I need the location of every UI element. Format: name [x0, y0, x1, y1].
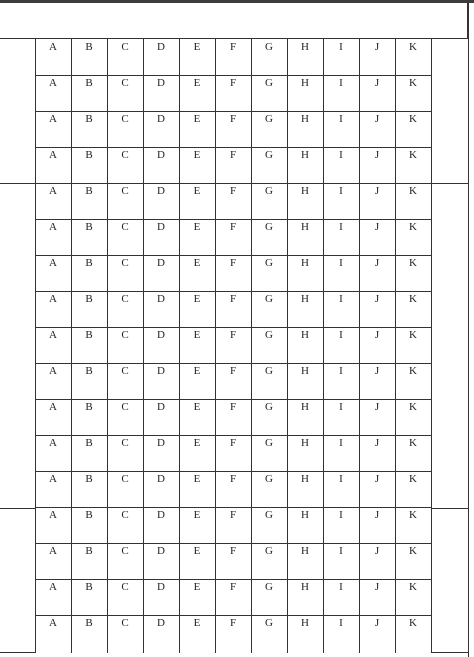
grid-cell-h: H	[301, 77, 309, 89]
grid-cell-d: D	[157, 41, 165, 53]
grid-cell-k: K	[409, 293, 417, 305]
grid-cell-h: H	[301, 545, 309, 557]
grid-cell-j: J	[374, 257, 380, 269]
grid-cell-c: C	[121, 293, 129, 305]
grid-cell-h: H	[301, 365, 309, 377]
grid-cell-f: F	[229, 77, 237, 89]
right-margin-rule	[468, 3, 469, 657]
grid-cell-c: C	[121, 113, 129, 125]
grid-cell-g: G	[265, 149, 273, 161]
grid-cell-a: A	[49, 257, 57, 269]
grid-cell-j: J	[374, 149, 380, 161]
grid-cell-d: D	[157, 365, 165, 377]
grid-cell-h: H	[301, 581, 309, 593]
grid-cell-f: F	[229, 545, 237, 557]
grid-cell-a: A	[49, 401, 57, 413]
bottom-rule-left	[0, 652, 36, 653]
grid-cell-b: B	[85, 581, 93, 593]
grid-cell-j: J	[374, 437, 380, 449]
grid-cell-i: I	[339, 473, 343, 485]
grid-cell-d: D	[157, 545, 165, 557]
grid-cell-b: B	[85, 509, 93, 521]
grid-cell-c: C	[121, 509, 129, 521]
grid-cell-i: I	[339, 113, 343, 125]
grid-cell-f: F	[229, 149, 237, 161]
grid-cell-i: I	[339, 221, 343, 233]
grid-cell-d: D	[157, 509, 165, 521]
grid-cell-k: K	[409, 221, 417, 233]
grid-cell-j: J	[374, 617, 380, 629]
grid-cell-e: E	[193, 365, 201, 377]
grid-cell-d: D	[157, 257, 165, 269]
left-group-divider	[0, 508, 36, 509]
grid-cell-a: A	[49, 617, 57, 629]
grid-cell-k: K	[409, 77, 417, 89]
grid-cell-e: E	[193, 509, 201, 521]
grid-cell-g: G	[265, 401, 273, 413]
grid-cell-j: J	[374, 293, 380, 305]
grid-cell-k: K	[409, 257, 417, 269]
grid-cell-i: I	[339, 401, 343, 413]
grid-cell-c: C	[121, 545, 129, 557]
grid-cell-e: E	[193, 617, 201, 629]
grid-cell-d: D	[157, 473, 165, 485]
grid-cell-a: A	[49, 221, 57, 233]
left-group-divider	[0, 183, 36, 184]
grid-cell-k: K	[409, 113, 417, 125]
grid-cell-e: E	[193, 581, 201, 593]
grid-cell-f: F	[229, 617, 237, 629]
grid-column-line	[431, 39, 432, 653]
grid-cell-i: I	[339, 365, 343, 377]
grid-cell-d: D	[157, 185, 165, 197]
grid-cell-f: F	[229, 365, 237, 377]
grid-cell-j: J	[374, 329, 380, 341]
grid-cell-d: D	[157, 113, 165, 125]
grid-cell-h: H	[301, 41, 309, 53]
grid-cell-i: I	[339, 293, 343, 305]
grid-cell-b: B	[85, 617, 93, 629]
grid-cell-g: G	[265, 365, 273, 377]
grid-cell-e: E	[193, 473, 201, 485]
grid-cell-c: C	[121, 257, 129, 269]
grid-cell-f: F	[229, 473, 237, 485]
grid-cell-j: J	[374, 365, 380, 377]
grid-cell-h: H	[301, 185, 309, 197]
grid-cell-k: K	[409, 41, 417, 53]
grid-cell-h: H	[301, 437, 309, 449]
grid-cell-f: F	[229, 329, 237, 341]
grid-cell-b: B	[85, 329, 93, 341]
grid-cell-a: A	[49, 545, 57, 557]
grid-cell-f: F	[229, 113, 237, 125]
grid-cell-c: C	[121, 329, 129, 341]
grid-cell-e: E	[193, 149, 201, 161]
grid-cell-g: G	[265, 617, 273, 629]
grid-cell-c: C	[121, 221, 129, 233]
grid-cell-e: E	[193, 257, 201, 269]
grid-cell-g: G	[265, 257, 273, 269]
grid-cell-g: G	[265, 581, 273, 593]
grid-cell-c: C	[121, 365, 129, 377]
grid-cell-e: E	[193, 185, 201, 197]
grid-cell-h: H	[301, 113, 309, 125]
grid-cell-i: I	[339, 581, 343, 593]
grid-cell-e: E	[193, 545, 201, 557]
grid-cell-h: H	[301, 149, 309, 161]
grid-cell-h: H	[301, 221, 309, 233]
grid-cell-h: H	[301, 329, 309, 341]
grid-cell-d: D	[157, 437, 165, 449]
grid-cell-a: A	[49, 365, 57, 377]
grid-cell-b: B	[85, 221, 93, 233]
grid-cell-f: F	[229, 185, 237, 197]
grid-cell-c: C	[121, 473, 129, 485]
grid-cell-i: I	[339, 545, 343, 557]
grid-cell-j: J	[374, 581, 380, 593]
grid-cell-j: J	[374, 77, 380, 89]
grid-cell-a: A	[49, 437, 57, 449]
grid-cell-k: K	[409, 509, 417, 521]
grid-cell-b: B	[85, 293, 93, 305]
grid-cell-g: G	[265, 41, 273, 53]
grid-cell-e: E	[193, 221, 201, 233]
grid-cell-k: K	[409, 329, 417, 341]
grid-cell-a: A	[49, 329, 57, 341]
grid-cell-e: E	[193, 293, 201, 305]
right-group-divider	[431, 508, 469, 509]
grid-cell-d: D	[157, 329, 165, 341]
grid-cell-e: E	[193, 437, 201, 449]
grid-cell-a: A	[49, 77, 57, 89]
grid-cell-a: A	[49, 41, 57, 53]
grid-cell-h: H	[301, 509, 309, 521]
grid-cell-j: J	[374, 473, 380, 485]
grid-cell-i: I	[339, 41, 343, 53]
grid-cell-g: G	[265, 437, 273, 449]
grid-cell-c: C	[121, 185, 129, 197]
grid-cell-a: A	[49, 473, 57, 485]
grid-cell-i: I	[339, 329, 343, 341]
grid-cell-b: B	[85, 545, 93, 557]
grid-cell-h: H	[301, 293, 309, 305]
grid-cell-f: F	[229, 581, 237, 593]
grid-cell-e: E	[193, 401, 201, 413]
grid-cell-c: C	[121, 149, 129, 161]
grid-cell-c: C	[121, 77, 129, 89]
grid-cell-g: G	[265, 545, 273, 557]
header-area	[0, 3, 468, 39]
grid-cell-j: J	[374, 113, 380, 125]
grid-cell-b: B	[85, 473, 93, 485]
grid-cell-c: C	[121, 437, 129, 449]
grid-cell-c: C	[121, 581, 129, 593]
grid-cell-f: F	[229, 437, 237, 449]
grid-cell-f: F	[229, 401, 237, 413]
grid-cell-d: D	[157, 617, 165, 629]
grid-cell-a: A	[49, 185, 57, 197]
grid-cell-f: F	[229, 257, 237, 269]
grid-cell-e: E	[193, 113, 201, 125]
grid-cell-b: B	[85, 185, 93, 197]
grid-cell-k: K	[409, 545, 417, 557]
grid-cell-f: F	[229, 509, 237, 521]
grid-cell-g: G	[265, 293, 273, 305]
grid-cell-k: K	[409, 473, 417, 485]
grid-cell-k: K	[409, 401, 417, 413]
grid-cell-c: C	[121, 617, 129, 629]
grid-cell-i: I	[339, 257, 343, 269]
grid-cell-b: B	[85, 113, 93, 125]
grid-cell-b: B	[85, 437, 93, 449]
grid-cell-j: J	[374, 545, 380, 557]
grid-cell-i: I	[339, 437, 343, 449]
grid-cell-g: G	[265, 185, 273, 197]
right-group-divider	[431, 183, 469, 184]
grid-cell-a: A	[49, 581, 57, 593]
grid-cell-a: A	[49, 149, 57, 161]
grid-cell-e: E	[193, 41, 201, 53]
grid-cell-c: C	[121, 41, 129, 53]
grid-cell-j: J	[374, 185, 380, 197]
grid-cell-j: J	[374, 509, 380, 521]
grid-cell-g: G	[265, 329, 273, 341]
grid-cell-d: D	[157, 77, 165, 89]
grid-cell-i: I	[339, 149, 343, 161]
grid-cell-h: H	[301, 401, 309, 413]
grid-cell-d: D	[157, 293, 165, 305]
grid-cell-k: K	[409, 149, 417, 161]
grid-cell-b: B	[85, 365, 93, 377]
grid-cell-b: B	[85, 77, 93, 89]
grid-cell-i: I	[339, 617, 343, 629]
grid-cell-b: B	[85, 401, 93, 413]
grid-cell-j: J	[374, 41, 380, 53]
grid-cell-i: I	[339, 185, 343, 197]
grid-cell-k: K	[409, 617, 417, 629]
grid-cell-j: J	[374, 401, 380, 413]
grid-cell-g: G	[265, 113, 273, 125]
grid-cell-a: A	[49, 509, 57, 521]
grid-cell-h: H	[301, 617, 309, 629]
grid-cell-h: H	[301, 257, 309, 269]
grid-cell-g: G	[265, 221, 273, 233]
grid-cell-d: D	[157, 149, 165, 161]
grid-cell-d: D	[157, 401, 165, 413]
grid-cell-f: F	[229, 293, 237, 305]
grid-cell-i: I	[339, 77, 343, 89]
grid-cell-d: D	[157, 581, 165, 593]
grid-cell-c: C	[121, 401, 129, 413]
grid-cell-a: A	[49, 293, 57, 305]
grid-cell-a: A	[49, 113, 57, 125]
bottom-rule-right	[431, 652, 469, 653]
grid-cell-g: G	[265, 509, 273, 521]
grid-cell-j: J	[374, 221, 380, 233]
grid-cell-k: K	[409, 185, 417, 197]
grid-cell-h: H	[301, 473, 309, 485]
grid-cell-f: F	[229, 41, 237, 53]
grid-cell-i: I	[339, 509, 343, 521]
grid-cell-g: G	[265, 77, 273, 89]
grid-cell-d: D	[157, 221, 165, 233]
grid-cell-b: B	[85, 41, 93, 53]
grid-cell-g: G	[265, 473, 273, 485]
grid-cell-k: K	[409, 437, 417, 449]
grid-cell-b: B	[85, 257, 93, 269]
grid-cell-k: K	[409, 365, 417, 377]
grid-cell-f: F	[229, 221, 237, 233]
grid-cell-e: E	[193, 329, 201, 341]
grid-cell-b: B	[85, 149, 93, 161]
grid-cell-e: E	[193, 77, 201, 89]
grid-cell-k: K	[409, 581, 417, 593]
